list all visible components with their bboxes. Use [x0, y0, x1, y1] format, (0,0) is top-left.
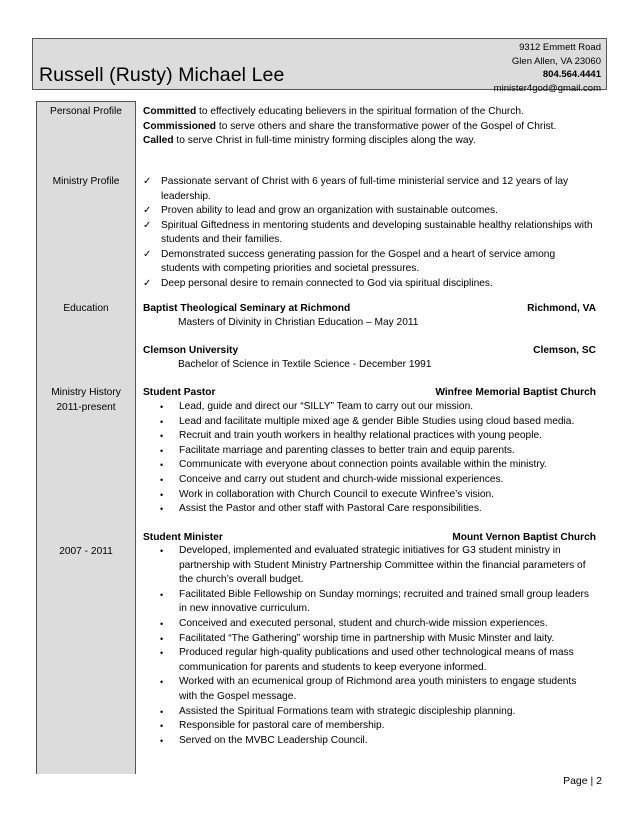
- heading-education: Education: [63, 303, 109, 314]
- list-item: • Recruit and train youth workers in healthy relational practices with young people.: [157, 429, 597, 444]
- job-organization: Mount Vernon Baptist Church: [452, 532, 596, 543]
- list-item: • Responsible for pastoral care of membership.: [157, 719, 597, 734]
- bullet-icon: •: [160, 416, 164, 427]
- list-item: • Communicate with everyone about connection points available within the ministry.: [157, 458, 597, 473]
- school-name: Baptist Theological Seminary at Richmond: [143, 303, 351, 314]
- list-item: • Lead, guide and direct our “SILLY” Team to carry out our mission.: [157, 400, 597, 415]
- list-item: • Worked with an ecumenical group of Richmond area youth ministers to engage students with the Gospel message.: [160, 676, 577, 702]
- list-item: • Facilitated “The Gathering” worship time in partnership with Music Minster and laity.: [157, 632, 597, 647]
- heading-personal-profile: Personal Profile: [50, 106, 122, 117]
- header-bar: [32, 38, 607, 94]
- job-duties-list: [157, 400, 597, 517]
- bullet-icon: •: [160, 677, 164, 688]
- job-duties-list: [157, 544, 597, 748]
- degree: Bachelor of Science in Textile Science - December 1991: [178, 359, 432, 370]
- list-item: • Assist the Pastor and other staff with Pastoral Care responsibilities.: [157, 502, 597, 517]
- bullet-icon: •: [160, 589, 164, 600]
- degree: Masters of Divinity in Christian Education – May 2011: [178, 317, 419, 328]
- address-line-1: 9312 Emmett Road: [519, 42, 601, 53]
- checkmark-icon: ✓: [143, 176, 152, 187]
- school-name: Clemson University: [143, 345, 239, 356]
- bullet-icon: •: [160, 706, 164, 717]
- bullet-icon: •: [160, 489, 164, 500]
- list-item: ✓ Passionate servant of Christ with 6 years of full-time ministerial service and 12 years of lay leadership.: [143, 176, 569, 202]
- list-item: • Work in collaboration with Church Council to execute Winfree’s vision.: [157, 488, 597, 503]
- list-item: • Served on the MVBC Leadership Council.: [157, 734, 597, 749]
- list-item: • Conceived and executed personal, student and church-wide mission experiences.: [157, 617, 597, 632]
- bullet-icon: •: [160, 460, 164, 471]
- profile-line: Called to serve Christ in full-time ministry forming disciples along the way.: [143, 135, 476, 146]
- checkmark-icon: ✓: [143, 219, 152, 231]
- bullet-icon: •: [160, 504, 164, 515]
- heading-ministry-profile: Ministry Profile: [52, 176, 120, 187]
- bullet-icon: •: [160, 721, 164, 732]
- bullet-icon: •: [160, 402, 164, 412]
- job-title: Student Pastor: [143, 387, 216, 398]
- address-line-2: Glen Allen, VA 23060: [511, 55, 601, 67]
- school-location: Clemson, SC: [533, 345, 596, 356]
- section-label-column: [36, 101, 136, 774]
- profile-line: Commissioned to serve others and share the transformative power of the Gospel of Christ.: [143, 121, 557, 132]
- bullet-icon: •: [160, 431, 164, 442]
- bullet-icon: •: [160, 445, 164, 456]
- school-location: Richmond, VA: [527, 303, 596, 314]
- list-item: • Assisted the Spiritual Formations team with strategic discipleship planning.: [157, 705, 597, 720]
- phone-number: 804.564.4441: [542, 69, 601, 81]
- list-item: ✓ Deep personal desire to remain connected to God via spiritual disciplines.: [143, 277, 593, 292]
- checkmark-icon: ✓: [143, 205, 152, 216]
- bullet-icon: •: [160, 618, 164, 629]
- checkmark-icon: ✓: [143, 248, 152, 260]
- list-item: • Facilitated Bible Fellowship on Sunday mornings; recruited and trained small group leaders in new innovative curriculum.: [160, 588, 589, 615]
- job-dates: 2007 - 2011: [59, 546, 113, 557]
- bullet-icon: •: [160, 633, 164, 644]
- list-item: • Lead and facilitate multiple mixed age & gender Bible Studies using cloud based media.: [157, 415, 597, 430]
- list-item: ✓ Spiritual Giftedness in mentoring students and developing sustainable healthy relationships with students and their families.: [143, 219, 593, 245]
- checkmark-icon: ✓: [143, 277, 152, 289]
- list-item: • Facilitate marriage and parenting classes to better train and equip parents.: [157, 444, 597, 459]
- bullet-icon: •: [160, 648, 164, 659]
- contact-block: [494, 41, 601, 95]
- email-address: minister4god@gmail.com: [493, 82, 601, 94]
- job-organization: Winfree Memorial Baptist Church: [435, 387, 596, 398]
- candidate-name: Russell (Rusty) Michael Lee: [39, 64, 285, 86]
- list-item: • Conceive and carry out student and church-wide missional experiences.: [157, 473, 597, 488]
- job-title: Student Minister: [143, 532, 223, 543]
- profile-line: Committed to effectively educating believers in the spiritual formation of the Church.: [143, 106, 524, 117]
- list-item: • Developed, implemented and evaluated strategic initiatives for G3 student ministry in partnership with Student Ministry Partnership Committee within the financial parameters of the church’s overall budget.: [160, 545, 586, 586]
- page-number: Page | 2: [563, 775, 602, 787]
- list-item: ✓ Demonstrated success generating passion for the Gospel and a heart of service among students with competing priorities and societal pressures.: [143, 248, 556, 274]
- list-item: • Produced regular high-quality publications and used other technological means of mass communication for parents and students to keep everyone informed.: [160, 647, 574, 673]
- bullet-icon: •: [160, 546, 164, 556]
- ministry-profile-list: [143, 175, 593, 291]
- list-item: ✓ Proven ability to lead and grow an organization with sustainable outcomes.: [143, 204, 593, 219]
- job-dates: 2011-present: [56, 402, 116, 413]
- heading-ministry-history: Ministry History: [51, 387, 121, 398]
- bullet-icon: •: [160, 735, 164, 746]
- bullet-icon: •: [160, 474, 164, 485]
